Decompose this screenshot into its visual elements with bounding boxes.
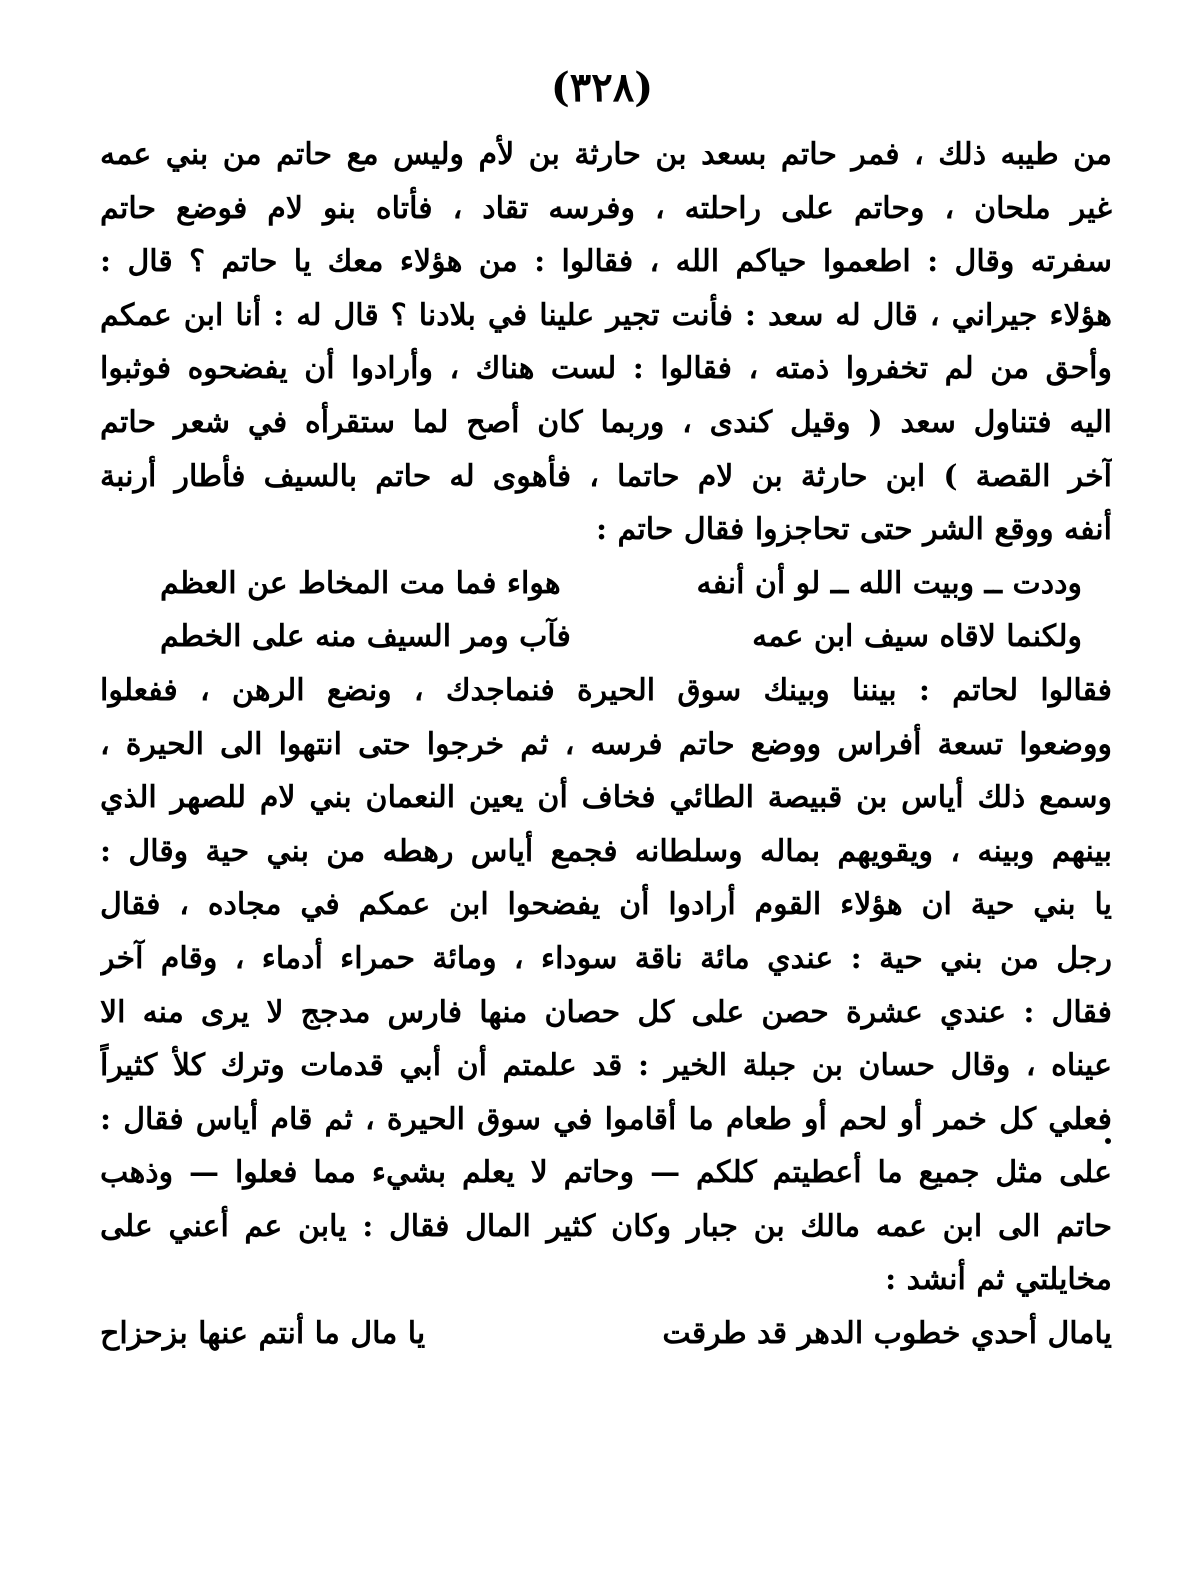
text-line: فعلي كل خمر أو لحم أو طعام ما أقاموا في سوق الحيرة ، ثم قام أياس فقال : bbox=[100, 1101, 1112, 1137]
text-line: هؤلاء جيراني ، قال له سعد : فأنت تجير علينا في بلادنا ؟ قال له : أنا ابن عمكم bbox=[100, 297, 1112, 333]
text-line: أنفه ووقع الشر حتى تحاجزوا فقال حاتم : bbox=[595, 512, 1112, 548]
text-line: يا بني حية ان هؤلاء القوم أرادوا أن يفضحوا ابن عمكم في مجاده ، فقال bbox=[100, 887, 1112, 923]
text-line: آخر القصة ) ابن حارثة بن لام حاتما ، فأهوى له حاتم بالسيف فأطار أرنبة bbox=[100, 458, 1112, 494]
text-line: اليه فتناول سعد ( وقيل كندى ، وربما كان أصح لما ستقرأه في شعر حاتم bbox=[100, 404, 1112, 440]
verse-first-hemistich: ولكنما لاقاه سيف ابن عمه bbox=[752, 619, 1082, 655]
text-line: وسمع ذلك أياس بن قبيصة الطائي فخاف أن يعين النعمان بني لام للصهر الذي bbox=[100, 780, 1112, 816]
text-line: رجل من بني حية : عندي مائة ناقة سوداء ، ومائة حمراء أدماء ، وقام آخر bbox=[100, 940, 1112, 976]
verse-first-hemistich: وددت ــ وبيت الله ــ لو أن أنفه bbox=[696, 565, 1082, 601]
text-line: فقال : عندي عشرة حصن على كل حصان منها فارس مدجج لا يرى منه الا bbox=[100, 994, 1112, 1030]
text-line: وأحق من لم تخفروا ذمته ، فقالوا : لست هناك ، وأرادوا أن يفضحوه فوثبوا bbox=[100, 351, 1112, 387]
poem-section-2 bbox=[100, 1307, 1112, 1361]
text-line: حاتم الى ابن عمه مالك بن جبار وكان كثير المال فقال : يابن عم أعني على bbox=[100, 1208, 1112, 1244]
verse-second-hemistich: هواء فما مت المخاط عن العظم bbox=[160, 565, 561, 601]
page-body bbox=[100, 128, 1112, 1361]
verse-first-hemistich: يامال أحدي خطوب الدهر قد طرقت bbox=[662, 1316, 1112, 1352]
text-line: فقالوا لحاتم : بيننا وبينك سوق الحيرة فنماجدك ، ونضع الرهن ، ففعلوا bbox=[100, 672, 1112, 708]
verse-second-hemistich: فآب ومر السيف منه على الخطم bbox=[160, 619, 571, 655]
text-line: غير ملحان ، وحاتم على راحلته ، وفرسه تقاد ، فأتاه بنو لام فوضع حاتم bbox=[100, 190, 1112, 226]
margin-dot bbox=[1105, 1138, 1111, 1144]
text-line: بينهم وبينه ، ويقويهم بماله وسلطانه فجمع أياس رهطه من بني حية وقال : bbox=[100, 833, 1112, 869]
prose-section-2 bbox=[100, 664, 1112, 1307]
text-line: سفرته وقال : اطعموا حياكم الله ، فقالوا : من هؤلاء معك يا حاتم ؟ قال : bbox=[100, 244, 1112, 280]
prose-section-1 bbox=[100, 128, 1112, 557]
verse-line bbox=[100, 1307, 1112, 1361]
text-line: عيناه ، وقال حسان بن جبلة الخير : قد علمتم أن أبي قدمات وترك كلأ كثيراً bbox=[100, 1048, 1112, 1084]
text-line: على مثل جميع ما أعطيتم كلكم — وحاتم لا يعلم بشيء مما فعلوا — وذهب bbox=[100, 1155, 1112, 1191]
text-line: من طيبه ذلك ، فمر حاتم بسعد بن حارثة بن لأم وليس مع حاتم من بني عمه bbox=[100, 137, 1112, 172]
poem-section-1 bbox=[100, 557, 1112, 664]
page-number: (٣٢٨) bbox=[550, 64, 654, 111]
text-line: ووضعوا تسعة أفراس ووضع حاتم فرسه ، ثم خرجوا حتى انتهوا الى الحيرة ، bbox=[100, 726, 1112, 762]
verse-line bbox=[100, 557, 1112, 611]
verse-line bbox=[100, 610, 1112, 664]
text-line: مخايلتي ثم أنشد : bbox=[885, 1262, 1112, 1298]
verse-second-hemistich: يا مال ما أنتم عنها بزحزاح bbox=[100, 1316, 426, 1352]
